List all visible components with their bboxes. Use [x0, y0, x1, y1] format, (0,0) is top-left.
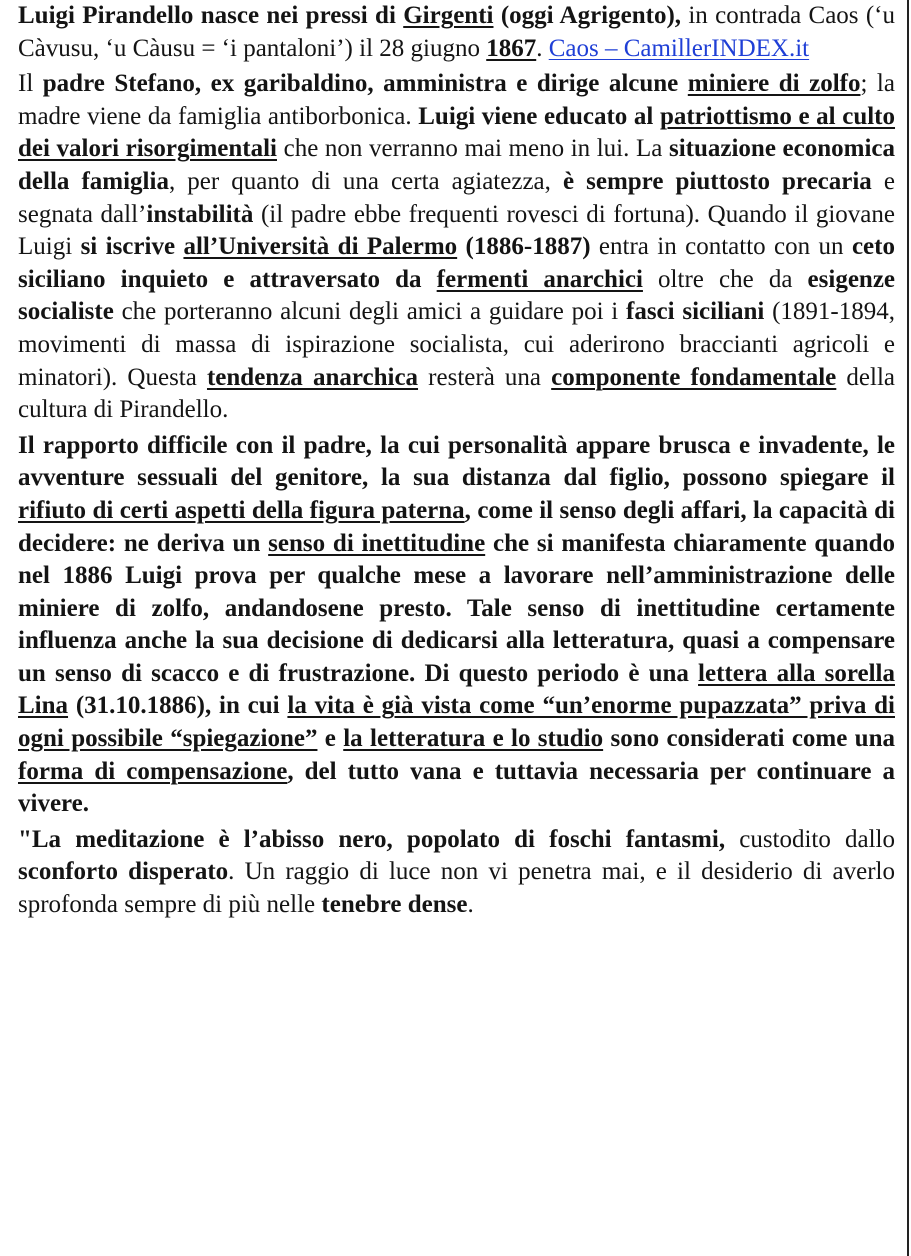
father-text-7: , del tutto vana e tuttavia necessaria per continuare a vivere. — [18, 757, 895, 818]
family-text-2: ; la madre viene da famiglia antiborbonica. — [18, 70, 895, 130]
family-bold-2: Luigi viene educato al — [418, 102, 660, 130]
family-underline-2: patriottismo e al culto dei valori risorgimentali — [18, 102, 896, 163]
birth-text-4: . — [536, 34, 549, 62]
caos-link[interactable]: Caos – CamillerINDEX.it — [548, 34, 810, 62]
family-bold-8: ceto siciliano inquieto e attraversato da — [18, 233, 895, 293]
father-underline-5: la letteratura e lo studio — [343, 725, 604, 753]
father-text-6: sono considerati come una — [603, 725, 895, 753]
family-text-10: (1891-1894, movimenti di massa di ispirazione socialista, cui aderirono braccianti agricoli e minatori). Questa — [18, 298, 895, 391]
family-text-11: resterà una — [418, 363, 552, 391]
quote-text-1: custodito dallo — [739, 825, 896, 853]
father-underline-3: lettera alla sorella Lina — [18, 659, 895, 720]
father-text-5: e — [317, 725, 344, 753]
family-text-12: della cultura di Pirandello. — [18, 363, 896, 424]
family-underline-5: tendenza anarchica — [206, 363, 419, 391]
family-text-4: , per quanto di una certa agiatezza, — [168, 167, 563, 195]
birth-text-1: Luigi Pirandello nasce nei pressi di — [18, 2, 404, 29]
family-text-8: oltre che da — [642, 265, 808, 293]
family-underline-4: fermenti anarchici — [436, 265, 643, 293]
family-bold-5: instabilità — [146, 200, 254, 228]
quote-bold-3: tenebre dense — [321, 891, 468, 919]
family-text-9: che porteranno alcuni degli amici a guidare poi i — [113, 298, 626, 326]
page-right-border — [907, 0, 909, 1256]
paragraph-family — [18, 68, 895, 427]
quote-text-2: . Un raggio di luce non vi penetra mai, e il desiderio di averlo sprofonda sempre di più nelle — [18, 858, 895, 919]
family-bold-4: è sempre piuttosto precaria — [562, 167, 872, 195]
family-bold-6: si iscrive — [80, 233, 184, 261]
family-text-5: e segnata dall’ — [18, 167, 895, 228]
father-underline-1: rifiuto di certi aspetti della figura paterna — [18, 496, 465, 524]
birth-text-2: (oggi Agrigento), — [493, 2, 682, 29]
birth-year: 1867 — [486, 34, 537, 62]
family-bold-1: padre Stefano, ex garibaldino, amministra e dirige alcune — [42, 70, 679, 98]
family-bold-7: (1886-1887) — [457, 233, 591, 261]
father-underline-6: forma di compensazione — [18, 757, 288, 785]
family-bold-10: fasci siciliani — [626, 298, 765, 326]
father-text-1: Il rapporto difficile con il padre, la cui personalità appare brusca e invadente, le avventure sessuali del genitore, la sua distanza dal figlio, possono spiegare il — [18, 431, 895, 492]
father-underline-4: la vita è già vista come “un’enorme pupazzata” priva di ogni possibile “spiegazione” — [18, 692, 895, 753]
family-text-7: entra in contatto con un — [590, 233, 852, 261]
family-underline-3: all’Università di Palermo — [183, 233, 458, 261]
paragraph-birth — [18, 0, 895, 65]
paragraph-quote — [18, 824, 895, 922]
father-text-3: che si manifesta chiaramente quando nel 1886 Luigi prova per qualche mese a lavorare nell’amministrazione delle miniere di zolfo, andandosene presto. Tale senso di inettitudine certamente influenza anche la sua decisione di dedicarsi alla letteratura, quasi a compensare un senso di scacco e di frustrazione. Di questo periodo è una — [18, 529, 895, 687]
family-text-3: che non verranno mai meno in lui. La — [277, 135, 669, 163]
family-underline-6: componente fondamentale — [551, 363, 837, 391]
family-text-1: Il — [18, 70, 43, 98]
paragraph-father — [18, 430, 895, 821]
father-text-4: (31.10.1886), in cui — [68, 692, 288, 720]
quote-bold-1: "La meditazione è l’abisso nero, popolato di foschi fantasmi, — [18, 825, 726, 853]
quote-text-3: . — [467, 891, 474, 919]
birth-place: Girgenti — [403, 2, 494, 29]
father-underline-2: senso di inettitudine — [268, 529, 486, 557]
father-text-2: , come il senso degli affari, la capacità di decidere: ne deriva un — [18, 496, 895, 557]
birth-text-3: in contrada Caos (‘u Càvusu, ‘u Càusu = ‘i pantaloni’) il 28 giugno — [18, 2, 895, 62]
family-bold-9: esigenze socialiste — [18, 265, 896, 326]
family-text-6: (il padre ebbe frequenti rovesci di fortuna). Quando il giovane Luigi — [18, 200, 896, 261]
family-underline-1: miniere di zolfo — [687, 70, 861, 98]
family-bold-3: situazione economica della famiglia — [18, 135, 895, 195]
quote-bold-2: sconforto disperato — [18, 858, 229, 886]
